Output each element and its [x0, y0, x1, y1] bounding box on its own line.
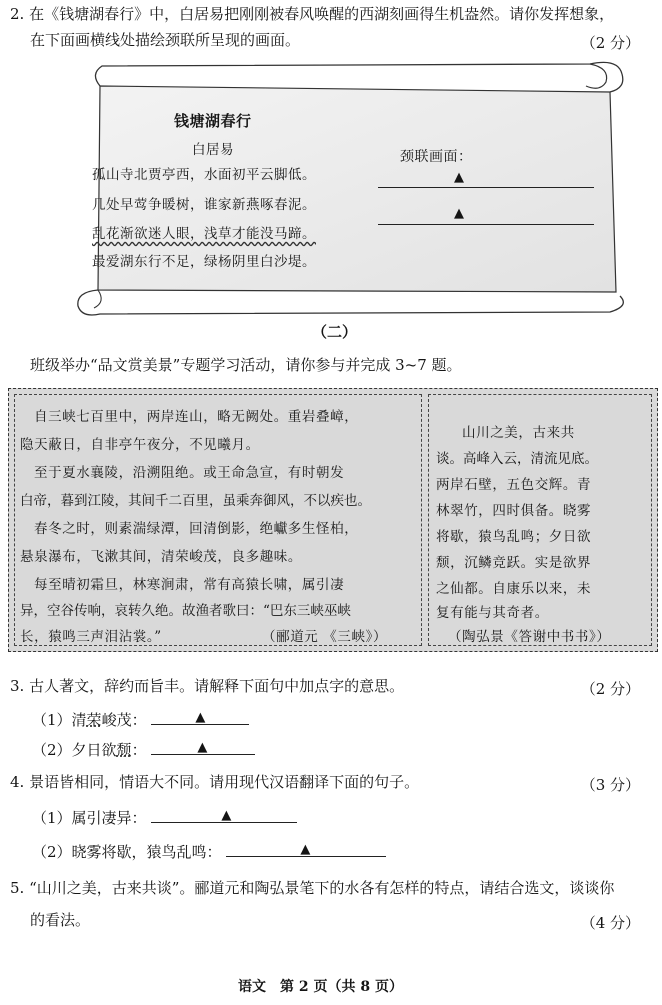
scroll-illustration: [70, 56, 650, 321]
q5-points: （4 分）: [580, 914, 640, 932]
q3-item-1-dotted-char: 荣: [86, 711, 102, 729]
passage-a-line-6: 悬泉瀑布，飞漱其间，清荣峻茂，良多趣味。: [20, 549, 302, 565]
passage-a-line-5: 春冬之时，则素湍绿潭，回清倒影，绝巘多生怪柏，: [34, 521, 359, 537]
q5-stem-line1: 5. “山川之美，古来共谈”。郦道元和陶弘景笔下的水各有怎样的特点，请结合选文，谈谈你: [10, 879, 615, 897]
q4-item-2-marker: ▲: [300, 842, 311, 857]
passage-a-line-9: 长，猿鸣三声泪沾裳。”: [20, 629, 162, 645]
poem-title: 钱塘湖春行: [174, 112, 252, 130]
section-intro: 班级举办“品文赏美景”专题学习活动，请你参与并完成 3~7 题。: [30, 356, 462, 374]
q2-stem-line2: 在下面画横线处描绘颈联所呈现的画面。: [30, 31, 301, 49]
passage-a-line-2: 隐天蔽日，自非亭午夜分，不见曦月。: [20, 437, 260, 453]
q4-item-2-answer-blank[interactable]: [226, 842, 386, 857]
poem-line-3: 乱花渐欲迷人眼，浅草才能没马蹄。: [92, 226, 316, 242]
page-footer: 语文 第 2 页（共 8 页）: [238, 979, 403, 995]
answer-marker-2: ▲: [454, 206, 464, 221]
q3-item-2-prefix: （2）夕日欲: [32, 741, 117, 759]
passage-b-line-1: 山川之美，古来共: [462, 425, 575, 441]
passage-a-line-3: 至于夏水襄陵，沿溯阻绝。或王命急宣，有时朝发: [34, 465, 345, 481]
q4-item-2-label: （2）晓雾将歇，猿鸟乱鸣：: [32, 843, 222, 861]
passage-b-line-4: 林翠竹，四时俱备。晓雾: [436, 503, 592, 519]
q4-item-1-answer-blank[interactable]: [151, 808, 297, 823]
q4-item-2: [32, 842, 386, 863]
q3-item-2: [32, 740, 255, 761]
q4-item-1-label: （1）属引凄异：: [32, 809, 147, 827]
q4-points: （3 分）: [580, 776, 640, 794]
passage-b-line-3: 两岸石壁，五色交辉。青: [436, 477, 592, 493]
poem-line-4: 最爱湖东行不足，绿杨阴里白沙堤。: [92, 254, 316, 270]
passage-b-line-6: 颓，沉鳞竞跃。实是欲界: [436, 555, 592, 571]
passage-b-line-5: 将歇，猿鸟乱鸣；夕日欲: [436, 529, 592, 545]
passage-a-source: （郦道元 《三峡》）: [262, 629, 388, 645]
passage-b-line-8: 复有能与其奇者。: [436, 605, 549, 621]
passage-b-line-2: 谈。高峰入云，清流见底。: [436, 451, 598, 467]
passage-a-line-1: 自三峡七百里中，两岸连山，略无阙处。重岩叠嶂，: [34, 409, 359, 425]
q4-item-1-marker: ▲: [221, 808, 232, 823]
q3-item-1-prefix: （1）清: [32, 711, 87, 729]
q3-stem: 3. 古人著文，辞约而旨丰。请解释下面句中加点字的意思。: [10, 677, 405, 695]
passage-a-line-8: 异，空谷传响，哀转久绝。故渔者歌曰：“巴东三峡巫峡: [20, 603, 351, 619]
q3-item-1: [32, 710, 249, 731]
q4-stem: 4. 景语皆相同，情语大不同。请用现代汉语翻译下面的句子。: [10, 773, 420, 791]
poem-author: 白居易: [192, 142, 234, 158]
passage-b-source: （陶弘景《答谢中书书》）: [448, 629, 611, 645]
answer-line-2[interactable]: [378, 224, 594, 225]
q2-points: （2 分）: [580, 34, 640, 52]
passage-b-line-7: 之仙都。自康乐以来，未: [436, 581, 592, 597]
q3-item-1-answer-blank[interactable]: [151, 710, 249, 725]
q4-item-1: [32, 808, 297, 829]
q3-points: （2 分）: [580, 680, 640, 698]
q3-item-2-answer-blank[interactable]: [151, 740, 255, 755]
q2-stem-line1: 2. 在《钱塘湖春行》中，白居易把刚刚被春风唤醒的西湖刻画得生机盎然。请你发挥想象，: [10, 5, 615, 23]
section-number: （二）: [312, 323, 358, 341]
answer-label: 颈联画面：: [400, 149, 473, 165]
poem-line-2: 几处早莺争暖树，谁家新燕啄春泥。: [92, 197, 316, 213]
q3-item-1-suffix: 峻茂：: [101, 711, 147, 729]
q3-item-2-marker: ▲: [197, 740, 208, 755]
q3-item-2-dotted-char: 颓: [116, 741, 132, 759]
q3-item-2-suffix: ：: [131, 741, 147, 759]
passage-a-line-7: 每至晴初霜旦，林寒涧肃，常有高猿长啸，属引凄: [34, 577, 345, 593]
poem-line-1: 孤山寺北贾亭西，水面初平云脚低。: [92, 167, 316, 183]
q3-item-1-marker: ▲: [195, 710, 206, 725]
answer-line-1[interactable]: [378, 187, 594, 188]
q5-stem-line2: 的看法。: [30, 911, 91, 929]
answer-marker-1: ▲: [454, 170, 464, 185]
passage-a-line-4: 白帝，暮到江陵，其间千二百里，虽乘奔御风，不以疾也。: [20, 493, 371, 509]
